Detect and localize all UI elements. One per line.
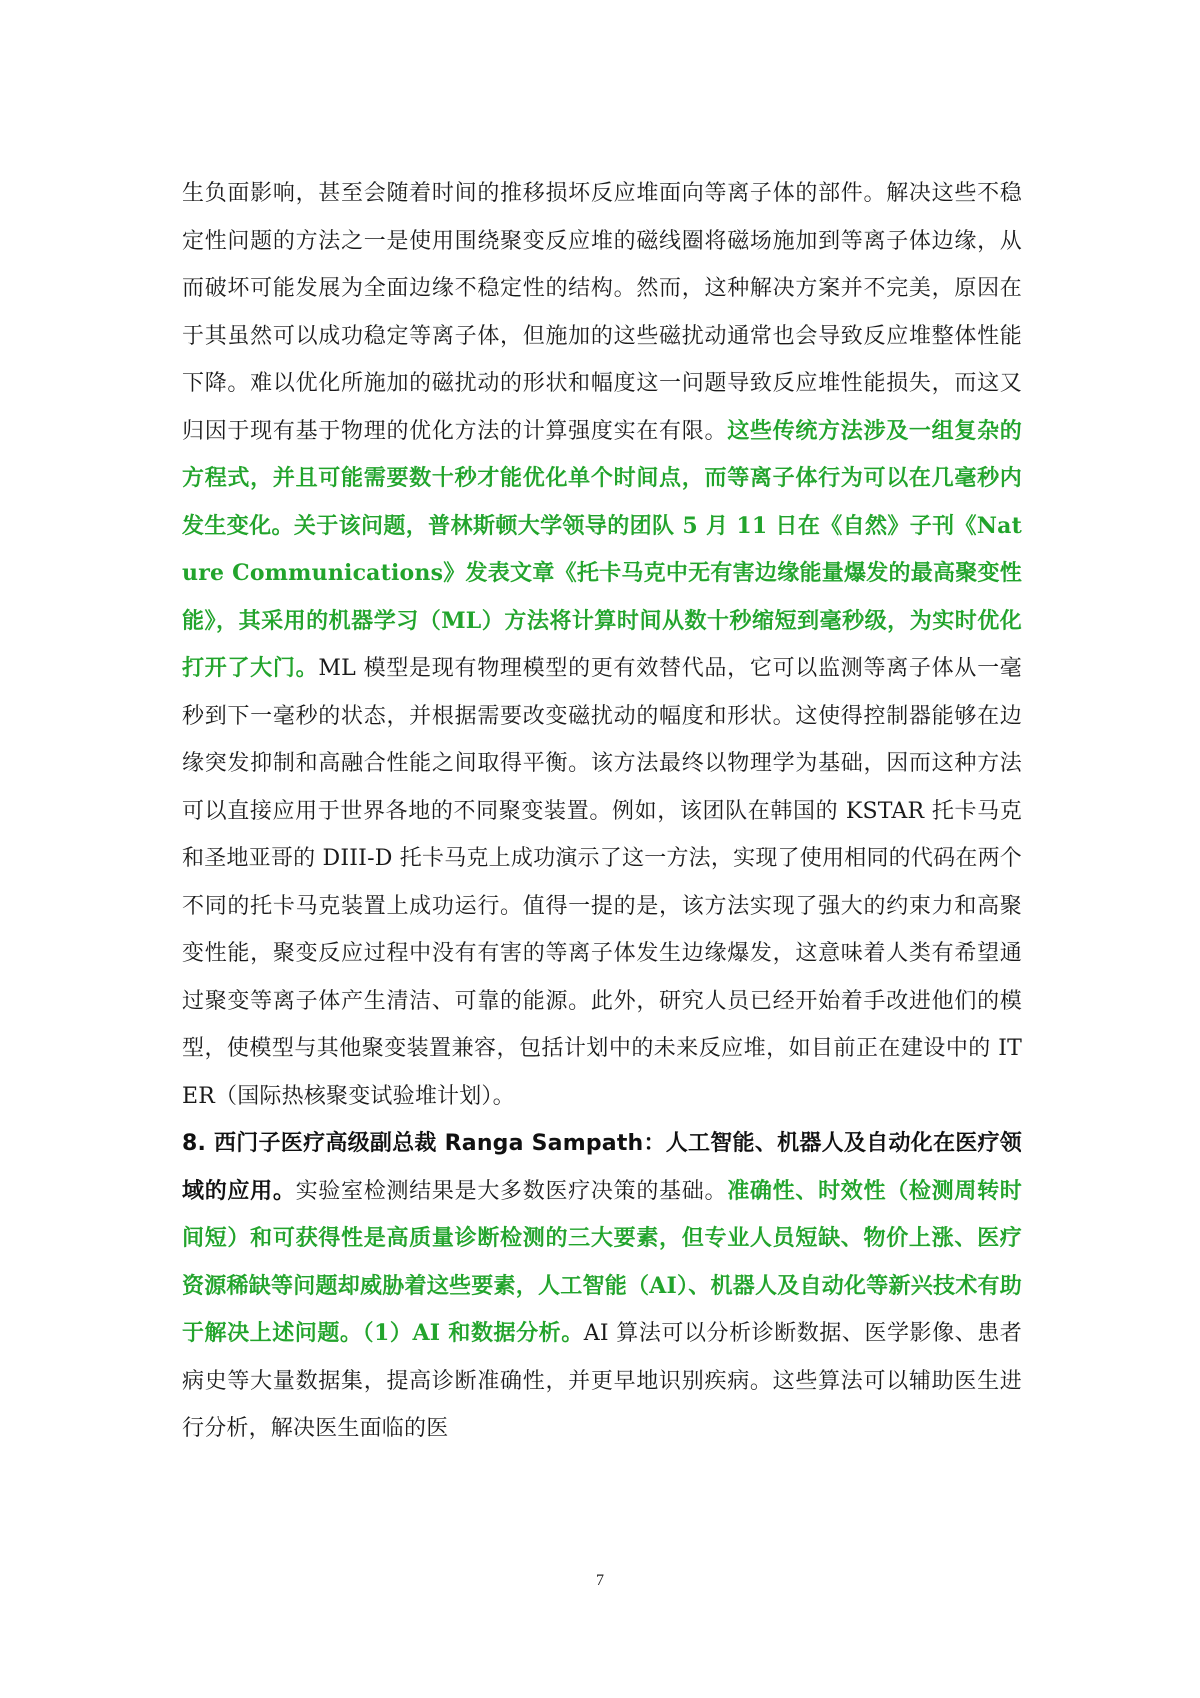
paragraph-text: 实验室检测结果是大多数医疗决策的基础。 xyxy=(295,1178,728,1204)
paragraph-text: AI 算法可以分析诊断数据、医学影像、患者病史等大量数据集，提高诊断准确性，并更早地识别疾病。这些算法可以辅助医生进行分析，解决医生面临的医 xyxy=(182,1321,1022,1441)
document-body xyxy=(182,170,1022,1453)
highlighted-text: 准确性、时效性（检测周转时间短）和可获得性是高质量诊断检测的三大要素，但专业人员短缺、物价上涨、医疗资源稀缺等问题却威胁着这些要素，人工智能（AI）、机器人及自动化等新兴技术有助于解决上述问题。（1）AI 和数据分析。 xyxy=(182,1177,1022,1346)
section-heading: 8. 西门子医疗高级副总裁 Ranga Sampath：人工智能、机器人及自动化在医疗领域的应用。 xyxy=(182,1131,1022,1204)
paragraph-text: 生负面影响，甚至会随着时间的推移损坏反应堆面向等离子体的部件。解决这些不稳定性问题的方法之一是使用围绕聚变反应堆的磁线圈将磁场施加到等离子体边缘，从而破坏可能发展为全面边缘不稳定性的结构。然而，这种解决方案并不完美，原因在于其虽然可以成功稳定等离子体，但施加的这些磁扰动通常也会导致反应堆整体性能下降。难以优化所施加的磁扰动的形状和幅度这一问题导致反应堆性能损失，而这又归因于现有基于物理的优化方法的计算强度实在有限。 xyxy=(182,181,1022,444)
page-number: 7 xyxy=(596,1572,604,1589)
paragraph-fusion-ml xyxy=(182,170,1022,1120)
highlighted-text: 这些传统方法涉及一组复杂的方程式，并且可能需要数十秒才能优化单个时间点，而等离子体行为可以在几毫秒内发生变化。关于该问题，普林斯顿大学领导的团队 5 月 11 日在《自然》子刊《Nature Communications》发表文章《托卡马克中无有害边缘能量爆发的最高聚变性能》，其采用的机器学习（ML）方法将计算时间从数十秒缩短到毫秒级，为实时优化打开了大门。 xyxy=(182,417,1022,681)
paragraph-siemens-healthineers xyxy=(182,1120,1022,1453)
paragraph-text: ML 模型是现有物理模型的更有效替代品，它可以监测等离子体从一毫秒到下一毫秒的状态，并根据需要改变磁扰动的幅度和形状。这使得控制器能够在边缘突发抑制和高融合性能之间取得平衡。该方法最终以物理学为基础，因而这种方法可以直接应用于世界各地的不同聚变装置。例如，该团队在韩国的 KSTAR 托卡马克和圣地亚哥的 DIII-D 托卡马克上成功演示了这一方法，实现了使用相同的代码在两个不同的托卡马克装置上成功运行。值得一提的是，该方法实现了强大的约束力和高聚变性能，聚变反应过程中没有有害的等离子体发生边缘爆发，这意味着人类有希望通过聚变等离子体产生清洁、可靠的能源。此外，研究人员已经开始着手改进他们的模型，使模型与其他聚变装置兼容，包括计划中的未来反应堆，如目前正在建设中的 ITER（国际热核聚变试验堆计划）。 xyxy=(182,656,1023,1109)
